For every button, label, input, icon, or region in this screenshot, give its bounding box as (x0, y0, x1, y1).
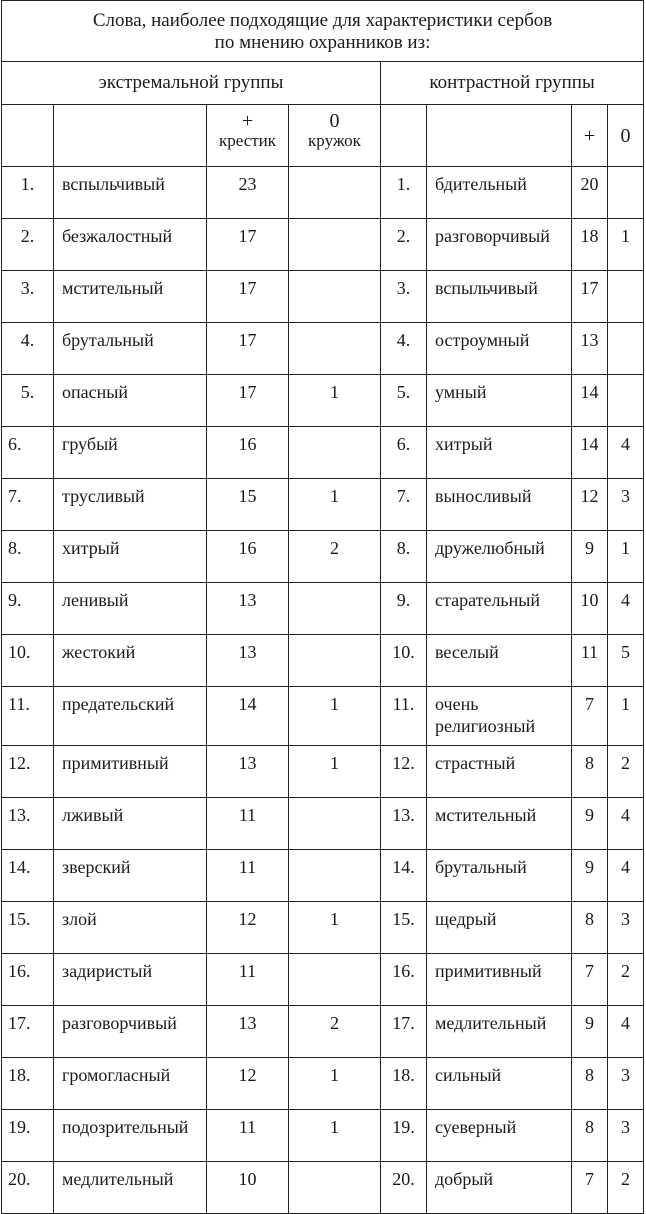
right-rank: 19. (381, 1110, 427, 1162)
left-word: задиристый (54, 954, 207, 1006)
right-word: веселый (427, 635, 572, 687)
plus-symbol-right: + (583, 124, 596, 147)
right-plus-count: 10 (572, 583, 608, 635)
left-rank: 16. (2, 954, 54, 1006)
serbs-characteristics-table (1, 0, 644, 1214)
group-header-contrast: контрастной группы (381, 62, 644, 105)
right-rank: 10. (381, 635, 427, 687)
subheader-empty-word-right (427, 105, 572, 167)
right-zero-count: 3 (608, 1110, 644, 1162)
left-rank: 18. (2, 1058, 54, 1110)
right-zero-count: 2 (608, 1162, 644, 1214)
right-zero-count: 2 (608, 746, 644, 798)
left-zero-count (289, 1162, 381, 1214)
right-word: сильный (427, 1058, 572, 1110)
right-word: страстный (427, 746, 572, 798)
left-word: безжалостный (54, 219, 207, 271)
right-plus-count: 20 (572, 167, 608, 219)
left-word: примитивный (54, 746, 207, 798)
right-rank: 6. (381, 427, 427, 479)
left-plus-count: 16 (207, 427, 289, 479)
right-zero-count: 1 (608, 219, 644, 271)
right-plus-count: 12 (572, 479, 608, 531)
left-plus-count: 17 (207, 375, 289, 427)
left-word: трусливый (54, 479, 207, 531)
left-rank: 12. (2, 746, 54, 798)
right-rank: 15. (381, 902, 427, 954)
left-word: громогласный (54, 1058, 207, 1110)
right-word: примитивный (427, 954, 572, 1006)
right-word: старательный (427, 583, 572, 635)
right-plus-count: 9 (572, 798, 608, 850)
left-plus-count: 13 (207, 635, 289, 687)
left-plus-count: 17 (207, 219, 289, 271)
right-rank: 5. (381, 375, 427, 427)
right-plus-count: 17 (572, 271, 608, 323)
left-word: опасный (54, 375, 207, 427)
left-rank: 20. (2, 1162, 54, 1214)
right-rank: 9. (381, 583, 427, 635)
right-zero-count: 1 (608, 531, 644, 583)
right-plus-count: 9 (572, 1006, 608, 1058)
left-zero-count: 1 (289, 1110, 381, 1162)
left-word: грубый (54, 427, 207, 479)
right-word: остроумный (427, 323, 572, 375)
left-plus-count: 16 (207, 531, 289, 583)
right-word: вспыльчивый (427, 271, 572, 323)
left-plus-count: 13 (207, 583, 289, 635)
left-plus-count: 11 (207, 850, 289, 902)
left-zero-count (289, 635, 381, 687)
right-word: брутальный (427, 850, 572, 902)
right-word: хитрый (427, 427, 572, 479)
right-rank: 2. (381, 219, 427, 271)
right-zero-count: 4 (608, 850, 644, 902)
right-rank: 20. (381, 1162, 427, 1214)
right-zero-count: 4 (608, 427, 644, 479)
right-word: умный (427, 375, 572, 427)
left-zero-count: 1 (289, 1058, 381, 1110)
left-plus-count: 15 (207, 479, 289, 531)
right-zero-count: 2 (608, 954, 644, 1006)
left-zero-count (289, 219, 381, 271)
right-rank: 18. (381, 1058, 427, 1110)
right-plus-count: 9 (572, 850, 608, 902)
left-plus-count: 12 (207, 902, 289, 954)
left-rank: 9. (2, 583, 54, 635)
left-rank: 6. (2, 427, 54, 479)
subheader-zero-left (289, 105, 381, 167)
left-word: зверский (54, 850, 207, 902)
left-zero-count: 1 (289, 375, 381, 427)
right-plus-count: 8 (572, 902, 608, 954)
right-word: мстительный (427, 798, 572, 850)
left-zero-count: 2 (289, 531, 381, 583)
left-zero-count (289, 850, 381, 902)
left-zero-count (289, 583, 381, 635)
right-zero-count: 5 (608, 635, 644, 687)
right-zero-count: 4 (608, 1006, 644, 1058)
left-zero-count (289, 167, 381, 219)
right-rank: 17. (381, 1006, 427, 1058)
right-rank: 14. (381, 850, 427, 902)
right-zero-count: 3 (608, 479, 644, 531)
left-plus-count: 23 (207, 167, 289, 219)
right-plus-count: 9 (572, 531, 608, 583)
left-plus-count: 12 (207, 1058, 289, 1110)
right-plus-count: 8 (572, 746, 608, 798)
left-zero-count (289, 954, 381, 1006)
plus-label: крестик (218, 131, 277, 150)
right-plus-count: 7 (572, 1162, 608, 1214)
left-zero-count: 2 (289, 1006, 381, 1058)
right-word: медлительный (427, 1006, 572, 1058)
left-rank: 15. (2, 902, 54, 954)
plus-symbol: + (241, 110, 254, 132)
left-plus-count: 11 (207, 1110, 289, 1162)
right-rank: 7. (381, 479, 427, 531)
left-zero-count (289, 323, 381, 375)
left-word: ленивый (54, 583, 207, 635)
left-zero-count: 1 (289, 479, 381, 531)
left-rank: 8. (2, 531, 54, 583)
right-rank: 4. (381, 323, 427, 375)
left-rank: 13. (2, 798, 54, 850)
left-zero-count: 1 (289, 687, 381, 746)
right-rank: 8. (381, 531, 427, 583)
left-word: медлительный (54, 1162, 207, 1214)
left-word: вспыльчивый (54, 167, 207, 219)
zero-symbol-right: 0 (620, 124, 631, 147)
right-word: дружелюбный (427, 531, 572, 583)
table-title (2, 1, 644, 62)
left-zero-count (289, 798, 381, 850)
left-rank: 17. (2, 1006, 54, 1058)
right-zero-count: 4 (608, 583, 644, 635)
left-plus-count: 14 (207, 687, 289, 746)
left-plus-count: 11 (207, 954, 289, 1006)
title-line-2: по мнению охранников из: (214, 32, 431, 53)
right-plus-count: 14 (572, 375, 608, 427)
left-word: брутальный (54, 323, 207, 375)
left-word: лживый (54, 798, 207, 850)
subheader-zero-right (608, 105, 644, 167)
left-word: жестокий (54, 635, 207, 687)
left-plus-count: 10 (207, 1162, 289, 1214)
left-zero-count (289, 271, 381, 323)
right-rank: 3. (381, 271, 427, 323)
right-word: суеверный (427, 1110, 572, 1162)
right-plus-count: 11 (572, 635, 608, 687)
group-header-extreme: экстремальной группы (2, 62, 381, 105)
subheader-plus-left (207, 105, 289, 167)
left-rank: 11. (2, 687, 54, 746)
right-zero-count (608, 375, 644, 427)
right-rank: 12. (381, 746, 427, 798)
left-word: злой (54, 902, 207, 954)
title-line-1: Слова, наиболее подходящие для характеристики сербов (92, 10, 553, 31)
right-word: очень религиозный (427, 687, 572, 746)
subheader-plus-right (572, 105, 608, 167)
right-rank: 1. (381, 167, 427, 219)
right-zero-count: 1 (608, 687, 644, 746)
right-word: бдительный (427, 167, 572, 219)
right-plus-count: 7 (572, 687, 608, 746)
left-plus-count: 13 (207, 1006, 289, 1058)
right-rank: 11. (381, 687, 427, 746)
right-word: выносливый (427, 479, 572, 531)
left-rank: 2. (2, 219, 54, 271)
left-rank: 10. (2, 635, 54, 687)
right-rank: 13. (381, 798, 427, 850)
right-zero-count: 4 (608, 798, 644, 850)
left-rank: 14. (2, 850, 54, 902)
right-word: разговорчивый (427, 219, 572, 271)
left-zero-count: 1 (289, 902, 381, 954)
right-plus-count: 13 (572, 323, 608, 375)
right-zero-count (608, 271, 644, 323)
left-word: разговорчивый (54, 1006, 207, 1058)
left-rank: 4. (2, 323, 54, 375)
left-word: мстительный (54, 271, 207, 323)
right-plus-count: 8 (572, 1058, 608, 1110)
left-word: хитрый (54, 531, 207, 583)
left-rank: 5. (2, 375, 54, 427)
left-plus-count: 11 (207, 798, 289, 850)
left-zero-count (289, 427, 381, 479)
left-plus-count: 17 (207, 271, 289, 323)
left-rank: 7. (2, 479, 54, 531)
left-plus-count: 17 (207, 323, 289, 375)
zero-symbol: 0 (329, 110, 340, 132)
left-rank: 1. (2, 167, 54, 219)
left-plus-count: 13 (207, 746, 289, 798)
left-word: подозрительный (54, 1110, 207, 1162)
right-word: щедрый (427, 902, 572, 954)
left-rank: 19. (2, 1110, 54, 1162)
right-word: добрый (427, 1162, 572, 1214)
right-zero-count (608, 167, 644, 219)
left-rank: 3. (2, 271, 54, 323)
right-zero-count: 3 (608, 1058, 644, 1110)
left-word: предательский (54, 687, 207, 746)
zero-label: кружок (308, 131, 361, 150)
right-plus-count: 14 (572, 427, 608, 479)
subheader-empty-word-left (54, 105, 207, 167)
left-zero-count: 1 (289, 746, 381, 798)
subheader-empty-num-left (2, 105, 54, 167)
right-rank: 16. (381, 954, 427, 1006)
right-zero-count (608, 323, 644, 375)
right-plus-count: 7 (572, 954, 608, 1006)
subheader-empty-num-right (381, 105, 427, 167)
right-plus-count: 8 (572, 1110, 608, 1162)
right-zero-count: 3 (608, 902, 644, 954)
right-plus-count: 18 (572, 219, 608, 271)
